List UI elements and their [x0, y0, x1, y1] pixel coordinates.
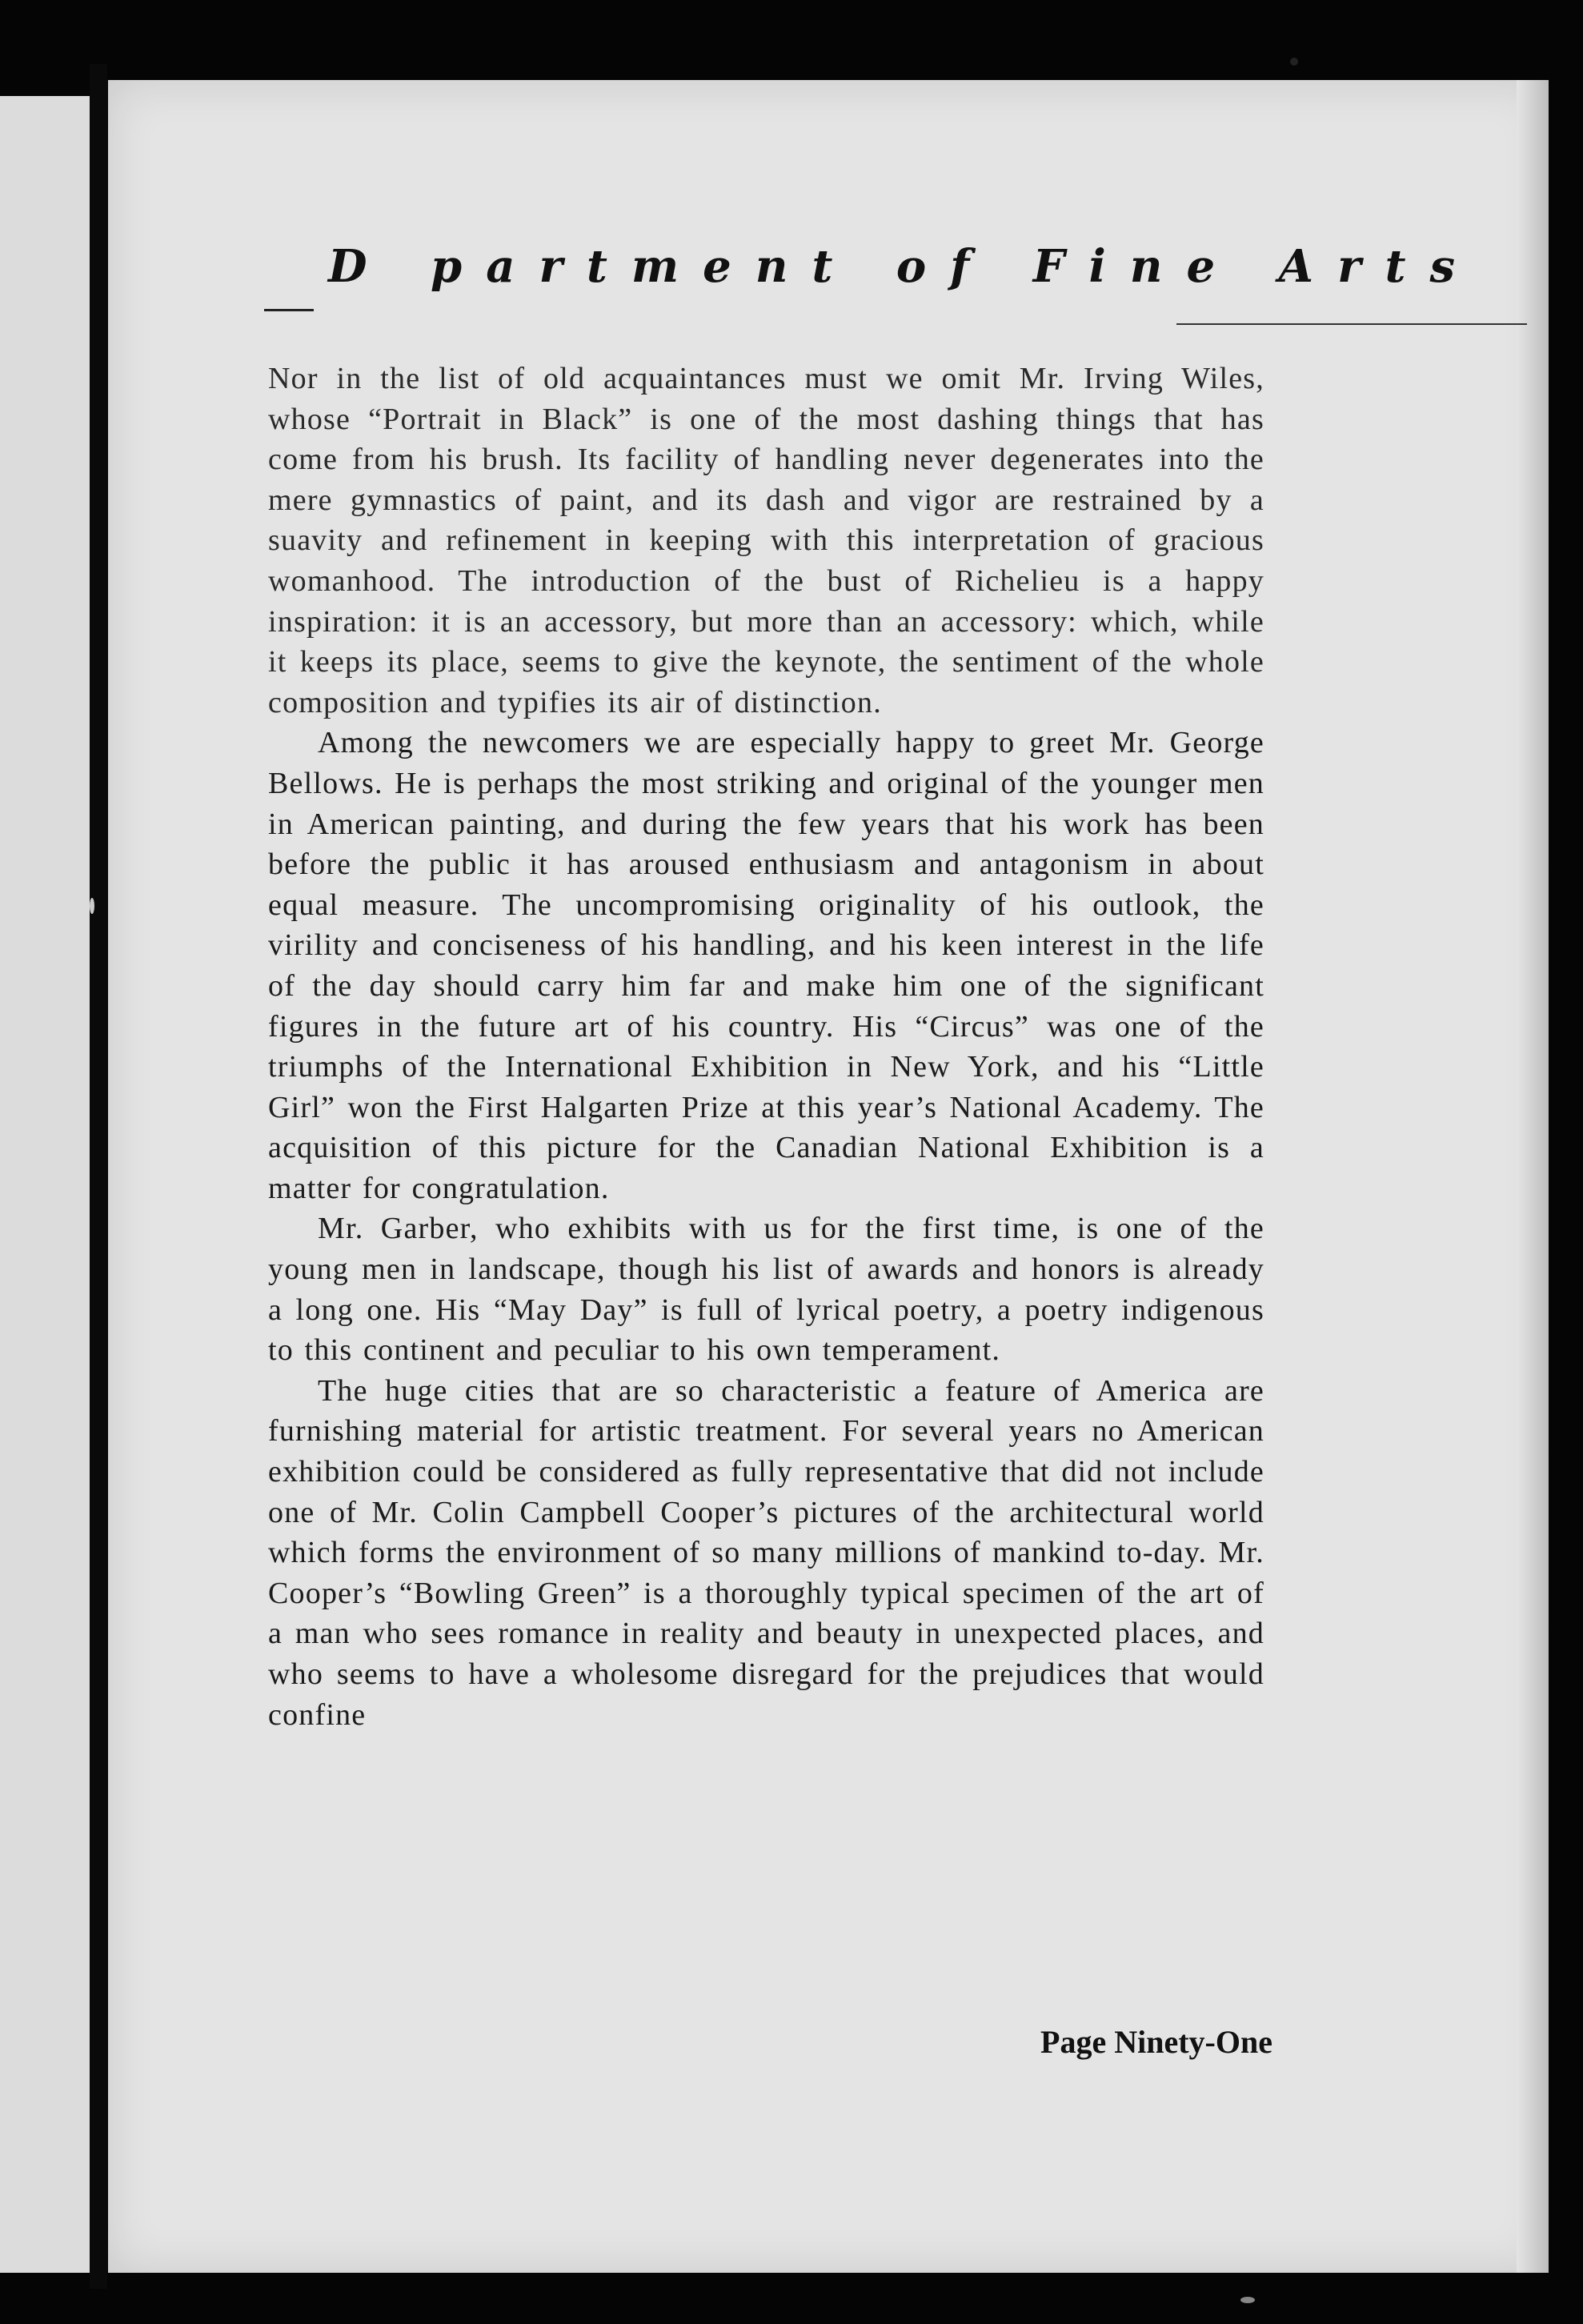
- section-title: D partment of Fine Arts: [328, 240, 1479, 293]
- paragraph: Nor in the list of old acquaintances must we omit Mr. Irving Wiles, whose “Portrait in Black” is one of the most dashing things that has come from his brush. Its facility of handling never degenerates into the mere gymnastics of paint, and its dash and vigor are restrained by a suavity and refinement in keeping with this interpretation of gracious womanhood. The introduction of the bust of Richelieu is a happy inspiration: it is an accessory, but more than an accessory: which, while it keeps its place, seems to give the keynote, the sentiment of the whole composition and typifies its air of distinction.: [268, 362, 1264, 719]
- scan-speck: [90, 898, 94, 914]
- scan-speck: [1290, 58, 1298, 66]
- facing-page-edge: [0, 96, 102, 2273]
- binding-gutter: [90, 64, 107, 2289]
- page-edge-shadow: [1517, 80, 1549, 2273]
- running-header: [264, 240, 1479, 328]
- scan-speck: [1240, 2297, 1255, 2303]
- paragraph: The huge cities that are so characteristic a feature of America are furnishing material for artistic treatment. For several years no American exhibition could be considered as fully representative that did not include one of Mr. Colin Campbell Cooper’s pictures of the architectural world which forms the environment of so many millions of mankind to-day. Mr. Cooper’s “Bowling Green” is a thoroughly typical specimen of the art of a man who sees romance in reality and beauty in unexpected places, and who seems to have a wholesome disregard for the prejudices that would confine: [268, 1373, 1264, 1732]
- header-rule-left: [264, 309, 314, 311]
- header-rule-right: [1176, 323, 1527, 325]
- paragraph: Among the newcomers we are especially happy to greet Mr. George Bellows. He is perhaps the most striking and original of the younger men in American painting, and during the few years that his work has been before the public it has aroused enthusiasm and antagonism in about equal measure. The uncompromising originality of his outlook, the virility and conciseness of his handling, and his keen interest in the life of the day should carry him far and make him one of the significant figures in the future art of his country. His “Circus” was one of the triumphs of the International Exhibition in New York, and his “Little Girl” won the First Halgarten Prize at this year’s National Academy. The acquisition of this picture for the Canadian National Exhibition is a matter for congratulation.: [268, 726, 1264, 1205]
- body-text: [268, 359, 1264, 1735]
- paragraph: Mr. Garber, who exhibits with us for the first time, is one of the young men in landscape, though his list of awards and honors is already a long one. His “May Day” is full of lyrical poetry, a poetry indigenous to this continent and peculiar to his own temperament.: [268, 1212, 1264, 1368]
- page-number: Page Ninety-One: [1040, 2024, 1272, 2060]
